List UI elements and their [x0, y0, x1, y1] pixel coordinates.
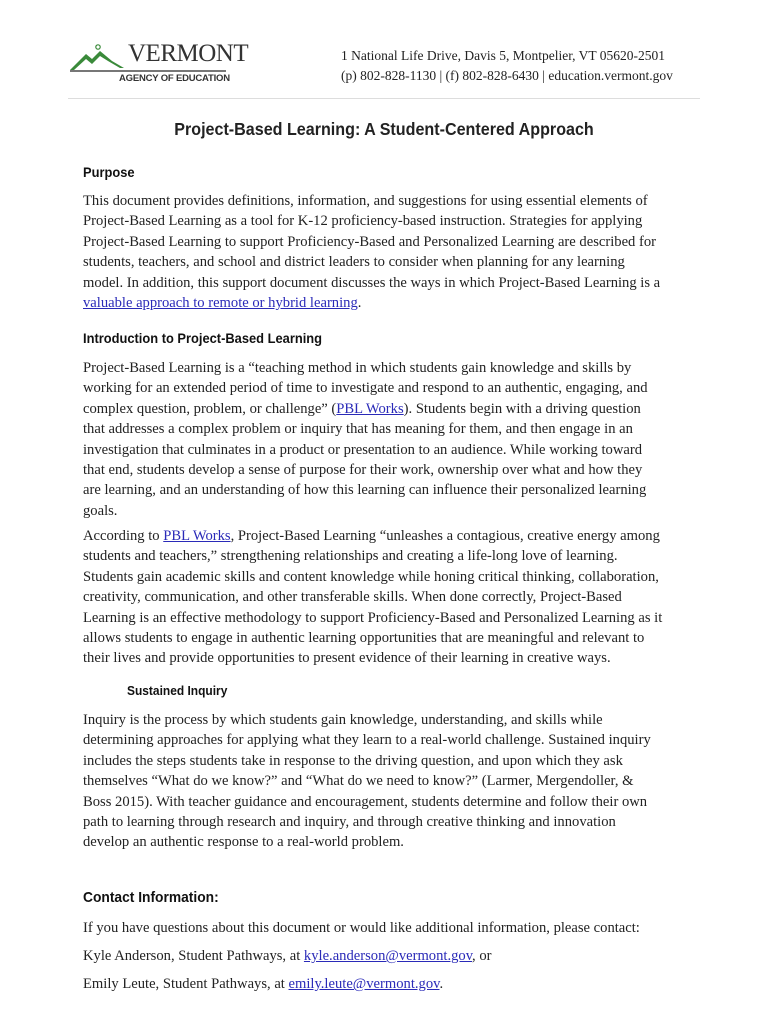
text-line: [83, 751, 651, 771]
contact-kyle: [83, 946, 492, 966]
text-run: that end, students develop a sense of purpose for their work, ownership over what and how they: [83, 462, 643, 479]
text-run: path to learning through research and inquiry, and through creative thinking and innovation: [83, 814, 616, 831]
text-run: This document provides definitions, information, and suggestions for using essential elements of: [83, 193, 648, 209]
text-run: Boss 2015). With teacher guidance and encouragement, students determine and follow their own: [83, 793, 648, 810]
text-run: .: [357, 295, 362, 312]
text-run: ). Students begin with a driving question: [403, 400, 641, 417]
text-line: [83, 710, 651, 730]
text-run: model. In addition, this support document discusses the ways in which Project-Based Learning is a: [83, 274, 661, 291]
document-title: Project-Based Learning: A Student-Centered Approach: [174, 119, 594, 139]
text-line: [83, 792, 651, 812]
hyperlink[interactable]: kyle.anderson@vermont.gov: [303, 948, 473, 964]
heading-sustained-inquiry: Sustained Inquiry: [127, 683, 228, 698]
text-run: Project-Based Learning is a “teaching method in which students gain knowledge and skills by: [83, 360, 632, 376]
text-line: [83, 974, 443, 994]
text-line: [83, 358, 648, 378]
text-line: [83, 608, 662, 628]
text-run: goals.: [83, 502, 118, 519]
text-line: [83, 918, 640, 938]
text-run: that addresses a complex problem or inquiry that has meaning for them, and then engage in an: [83, 421, 633, 438]
header-address: 1 National Life Drive, Davis 5, Montpelier, VT 05620-2501: [341, 48, 666, 63]
text-line: [83, 501, 648, 521]
text-run: Emily Leute, Student Pathways, at: [83, 976, 289, 992]
text-run: Students gain academic skills and content knowledge while honing critical thinking, collaboration,: [83, 568, 659, 585]
text-line: [83, 399, 648, 419]
text-run: themselves “What do we know?” and “What do we need to know?” (Larmer, Mergendoller, &: [83, 773, 634, 790]
paragraph-inquiry: [83, 710, 651, 853]
text-line: [83, 293, 660, 313]
text-line: [83, 730, 651, 750]
text-run: If you have questions about this document or would like additional information, please contact:: [83, 920, 640, 936]
header-divider: [68, 98, 700, 99]
contact-intro: [83, 918, 640, 938]
text-line: [83, 832, 651, 852]
text-run: According to: [83, 528, 164, 544]
hyperlink[interactable]: PBL Works: [163, 528, 231, 544]
text-line: [83, 460, 648, 480]
hyperlink[interactable]: PBL Works: [336, 400, 404, 417]
heading-contact: Contact Information:: [83, 889, 219, 906]
logo-wordmark: VERMONT: [128, 40, 249, 67]
text-run: , Project-Based Learning “unleashes a contagious, creative energy among: [230, 528, 660, 544]
text-run: investigation that culminates in a product or presentation to an audience. While working toward: [83, 441, 643, 458]
hyperlink[interactable]: emily.leute@vermont.gov: [288, 976, 440, 992]
text-run: Project-Based Learning to support Proficiency-Based and Personalized Learning are described for: [83, 233, 657, 250]
text-line: [83, 628, 662, 648]
text-line: [83, 648, 662, 668]
hyperlink[interactable]: valuable approach to remote or hybrid learning: [83, 295, 358, 312]
text-line: [83, 211, 660, 231]
header-address-block: [341, 46, 673, 86]
text-run: Project-Based Learning as a tool for K-12 proficiency-based instruction. Strategies for applying: [83, 213, 643, 230]
paragraph-intro-2: [83, 526, 662, 669]
logo-divider: [70, 70, 226, 72]
logo-subtitle: AGENCY OF EDUCATION: [119, 73, 230, 84]
text-line: [83, 273, 660, 293]
text-line: [83, 232, 660, 252]
mountain-logo-icon: [68, 44, 130, 72]
text-line: [83, 946, 492, 966]
text-line: [83, 440, 648, 460]
paragraph-purpose: [83, 191, 660, 313]
text-run: includes the steps students take in response to the driving question, and upon which they ask: [83, 752, 623, 769]
text-run: determining approaches for applying what they learn to a real-world challenge. Sustained inquiry: [83, 732, 651, 749]
vermont-aoe-logo: [68, 40, 249, 86]
text-line: [83, 526, 662, 546]
contact-emily: [83, 974, 443, 994]
text-run: .: [439, 976, 444, 992]
text-line: [83, 812, 651, 832]
text-run: students, teachers, and school and district leaders to consider when planning for any learning: [83, 254, 625, 271]
text-run: Kyle Anderson, Student Pathways, at: [83, 948, 304, 964]
text-run: Inquiry is the process by which students gain knowledge, understanding, and skills while: [83, 712, 603, 728]
header-contact: (p) 802-828-1130 | (f) 802-828-6430 | education.vermont.gov: [341, 68, 673, 83]
text-line: [83, 546, 662, 566]
text-run: , or: [472, 948, 492, 964]
text-run: complex question, problem, or challenge” (: [83, 400, 337, 417]
text-line: [83, 191, 660, 211]
text-run: creativity, communication, and other transferable skills. When done correctly, Project-Based: [83, 589, 622, 606]
text-line: [83, 771, 651, 791]
text-line: [83, 587, 662, 607]
text-line: [83, 480, 648, 500]
text-run: develop an authentic response to a real-world problem.: [83, 834, 404, 851]
heading-purpose: Purpose: [83, 164, 135, 180]
heading-introduction: Introduction to Project-Based Learning: [83, 330, 323, 346]
text-run: allows students to engage in authentic learning opportunities that are meaningful and relevant to: [83, 630, 645, 647]
text-run: working for an extended period of time to investigate and respond to an authentic, engaging, and: [83, 380, 648, 397]
text-line: [83, 252, 660, 272]
text-line: [83, 378, 648, 398]
text-run: Learning is an effective methodology to support Proficiency-Based and Personalized Learning as it: [83, 609, 663, 626]
text-run: are learning, and an understanding of how this learning can influence their personalized learning: [83, 482, 647, 499]
text-line: [83, 567, 662, 587]
text-run: students and teachers,” strengthening relationships and creating a life-long love of learning.: [83, 548, 618, 565]
text-run: their lives and provide opportunities to present evidence of their learning in creative ways.: [83, 650, 611, 667]
text-line: [83, 419, 648, 439]
paragraph-intro-1: [83, 358, 648, 521]
